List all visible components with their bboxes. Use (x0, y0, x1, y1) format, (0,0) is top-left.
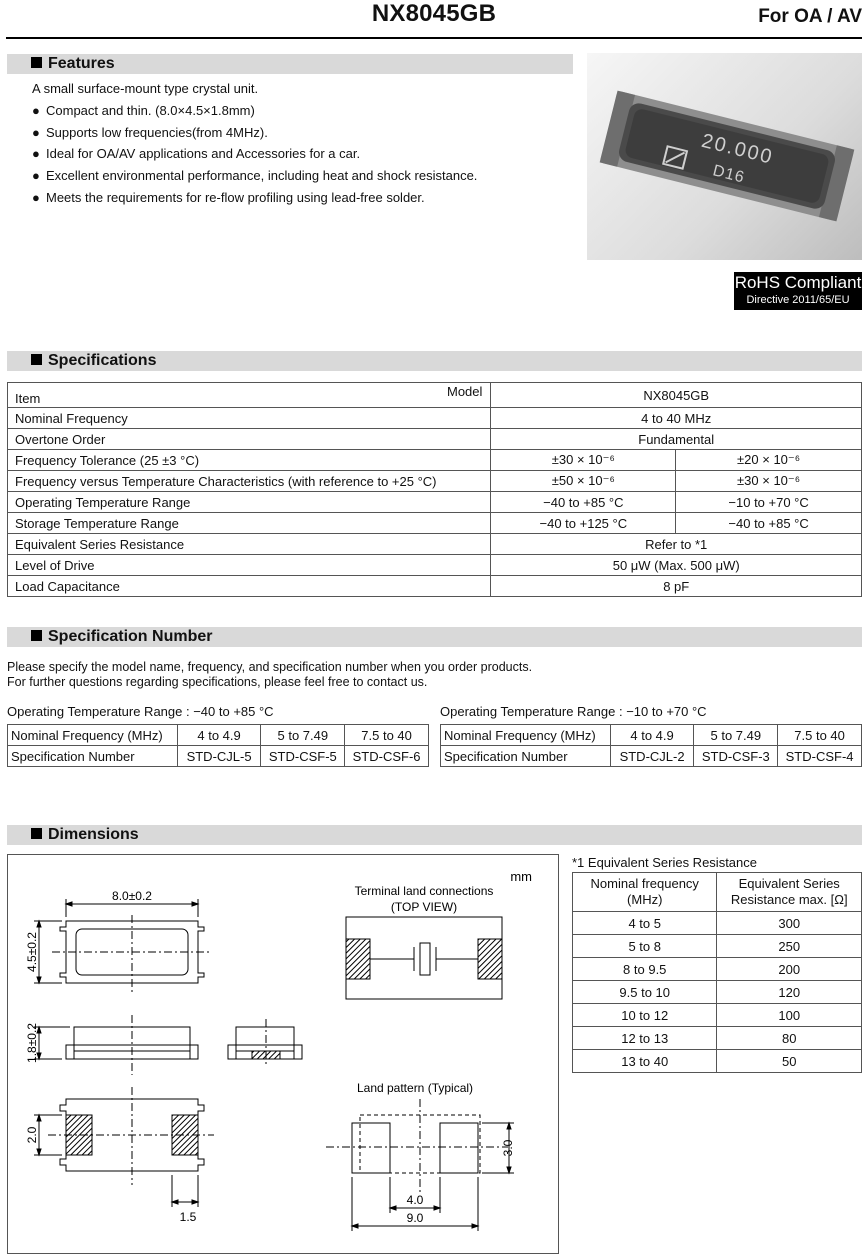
table-row (573, 1027, 862, 1050)
spec-value: −40 to +85 °C (676, 513, 862, 534)
dimensions-heading (7, 825, 862, 845)
esr-header-line: Equivalent Series (738, 876, 840, 891)
spec-value: Fundamental (491, 429, 862, 450)
features-list (32, 100, 477, 208)
terminal-title: Terminal land connections (354, 884, 494, 898)
table-row (573, 935, 862, 958)
spec-number-table (440, 724, 862, 767)
freq-cell: 5 to 7.49 (261, 725, 345, 746)
freq-cell: 4 to 4.9 (177, 725, 261, 746)
specification-number-heading-label: Specification Number (48, 628, 213, 645)
freq-label: Nominal Frequency (MHz) (8, 725, 178, 746)
esr-freq: 10 to 12 (573, 1004, 717, 1027)
spec-item: Frequency versus Temperature Characteristics (with reference to +25 °C) (8, 471, 491, 492)
spec-value: −10 to +70 °C (676, 492, 862, 513)
model-item-header (8, 383, 491, 408)
product-photo (587, 53, 862, 260)
spec-value: Refer to *1 (491, 534, 862, 555)
esr-header-line: Resistance max. [Ω] (730, 892, 848, 907)
dim-width-label: 4.5±0.2 (25, 932, 39, 972)
bullet-icon: ● (32, 189, 40, 205)
spec-value: ±30 × 10⁻⁶ (491, 450, 676, 471)
feature-text: Ideal for OA/AV applications and Accessories for a car. (46, 146, 361, 162)
spec-cell: STD-CJL-2 (610, 746, 694, 767)
esr-freq: 5 to 8 (573, 935, 717, 958)
spec-item: Equivalent Series Resistance (8, 534, 491, 555)
table-row (573, 1004, 862, 1027)
crystal-unit-image (587, 53, 862, 260)
esr-res: 120 (717, 981, 862, 1004)
dim-pad-width-label: 1.5 (179, 1210, 197, 1224)
dimensions-drawing (7, 854, 559, 1254)
esr-res: 200 (717, 958, 862, 981)
table-row (8, 429, 862, 450)
esr-header-frequency (573, 873, 717, 912)
spec-cell: STD-CSF-6 (345, 746, 429, 767)
bullet-icon: ● (32, 146, 40, 162)
spec-value: −40 to +125 °C (491, 513, 676, 534)
rohs-title: RoHS Compliant (734, 273, 862, 292)
features-heading-label: Features (48, 55, 115, 72)
spec-item: Overtone Order (8, 429, 491, 450)
esr-header-resistance (717, 873, 862, 912)
spec-cell: STD-CSF-5 (261, 746, 345, 767)
esr-freq: 13 to 40 (573, 1050, 717, 1073)
freq-label: Nominal Frequency (MHz) (441, 725, 611, 746)
specification-number-heading (7, 627, 862, 647)
table-row (8, 576, 862, 597)
esr-freq: 4 to 5 (573, 912, 717, 935)
table-row (8, 450, 862, 471)
bullet-icon: ● (32, 168, 40, 184)
specifications-heading (7, 351, 862, 371)
esr-header-line: Nominal frequency (590, 876, 699, 891)
table-row (8, 383, 862, 408)
freq-cell: 5 to 7.49 (694, 725, 778, 746)
features-heading (7, 54, 573, 74)
table-row (8, 555, 862, 576)
square-bullet-icon (31, 57, 42, 68)
spec-label: Specification Number (441, 746, 611, 767)
spec-item: Storage Temperature Range (8, 513, 491, 534)
spec-item: Level of Drive (8, 555, 491, 576)
table-row (8, 513, 862, 534)
freq-cell: 7.5 to 40 (778, 725, 862, 746)
esr-res: 100 (717, 1004, 862, 1027)
esr-res: 80 (717, 1027, 862, 1050)
spec-value: −40 to +85 °C (491, 492, 676, 513)
spec-item: Frequency Tolerance (25 ±3 °C) (8, 450, 491, 471)
dimension-drawing-svg (8, 855, 558, 1253)
bullet-icon: ● (32, 124, 40, 140)
esr-res: 250 (717, 935, 862, 958)
table-row (573, 981, 862, 1004)
land-height-label: 3.0 (501, 1139, 515, 1157)
table-row (8, 746, 429, 767)
dim-height-label: 1.8±0.2 (25, 1023, 39, 1063)
esr-res: 50 (717, 1050, 862, 1073)
model-label: Model (447, 384, 483, 399)
esr-table (572, 872, 862, 1073)
table-row (8, 471, 862, 492)
order-note-line: For further questions regarding specifications, please feel free to contact us. (7, 675, 428, 689)
esr-res: 300 (717, 912, 862, 935)
table-row (573, 912, 862, 935)
square-bullet-icon (31, 354, 42, 365)
model-value: NX8045GB (491, 383, 862, 408)
header-rule (6, 37, 862, 39)
table-row (573, 873, 862, 912)
feature-item (32, 187, 477, 209)
terminal-subtitle: (TOP VIEW) (390, 900, 458, 914)
spec-value: ±50 × 10⁻⁶ (491, 471, 676, 492)
table-row (8, 492, 862, 513)
unit-label: mm (510, 869, 532, 884)
esr-caption: *1 Equivalent Series Resistance (572, 855, 757, 870)
spec-value: 8 pF (491, 576, 862, 597)
table-row (8, 534, 862, 555)
feature-text: Supports low frequencies(from 4MHz). (46, 124, 268, 140)
spec-number-caption: Operating Temperature Range : −10 to +70 °C (440, 704, 707, 719)
page-title: NX8045GB (371, 0, 497, 27)
spec-number-caption: Operating Temperature Range : −40 to +85 °C (7, 704, 274, 719)
spec-cell: STD-CSF-4 (778, 746, 862, 767)
specifications-table (7, 382, 862, 597)
spec-value: ±30 × 10⁻⁶ (676, 471, 862, 492)
order-note (7, 660, 532, 690)
order-note-line: Please specify the model name, frequency, and specification number when you order products. (7, 660, 533, 674)
spec-number-table (7, 724, 429, 767)
spec-value: 50 μW (Max. 500 μW) (491, 555, 862, 576)
land-gap-label: 4.0 (406, 1193, 424, 1207)
feature-item (32, 122, 477, 144)
feature-text: Meets the requirements for re-flow profiling using lead-free solder. (46, 189, 425, 205)
dim-pad-height-label: 2.0 (25, 1126, 39, 1144)
feature-text: Compact and thin. (8.0×4.5×1.8mm) (46, 103, 255, 118)
esr-freq: 12 to 13 (573, 1027, 717, 1050)
esr-freq: 8 to 9.5 (573, 958, 717, 981)
spec-item: Nominal Frequency (8, 408, 491, 429)
photo-marking-1: 20.000 (699, 129, 776, 169)
spec-value: 4 to 40 MHz (491, 408, 862, 429)
table-row (441, 725, 862, 746)
land-total-label: 9.0 (406, 1211, 424, 1225)
page-subtitle: For OA / AV (758, 6, 862, 27)
esr-header-line: (MHz) (627, 892, 663, 907)
spec-item: Operating Temperature Range (8, 492, 491, 513)
feature-text: Excellent environmental performance, including heat and shock resistance. (46, 168, 478, 184)
table-row (573, 958, 862, 981)
item-label: Item (15, 391, 41, 406)
square-bullet-icon (31, 630, 42, 641)
spec-cell: STD-CJL-5 (177, 746, 261, 767)
bullet-icon: ● (32, 103, 40, 118)
features-intro: A small surface-mount type crystal unit. (32, 81, 259, 96)
spec-label: Specification Number (8, 746, 178, 767)
feature-item (32, 143, 477, 165)
table-row (8, 408, 862, 429)
table-row (573, 1050, 862, 1073)
dim-length-label: 8.0±0.2 (112, 889, 152, 903)
spec-item: Load Capacitance (8, 576, 491, 597)
freq-cell: 4 to 4.9 (610, 725, 694, 746)
spec-cell: STD-CSF-3 (694, 746, 778, 767)
square-bullet-icon (31, 828, 42, 839)
specifications-heading-label: Specifications (48, 352, 157, 369)
freq-cell: 7.5 to 40 (345, 725, 429, 746)
feature-item (32, 100, 477, 122)
table-row (8, 725, 429, 746)
table-row (441, 746, 862, 767)
feature-item (32, 165, 477, 187)
esr-freq: 9.5 to 10 (573, 981, 717, 1004)
photo-marking-2: D16 (711, 162, 747, 187)
rohs-badge (734, 272, 862, 310)
land-pattern-title: Land pattern (Typical) (356, 1081, 474, 1095)
rohs-directive: Directive 2011/65/EU (746, 294, 850, 306)
dimensions-heading-label: Dimensions (48, 826, 139, 843)
spec-value: ±20 × 10⁻⁶ (676, 450, 862, 471)
